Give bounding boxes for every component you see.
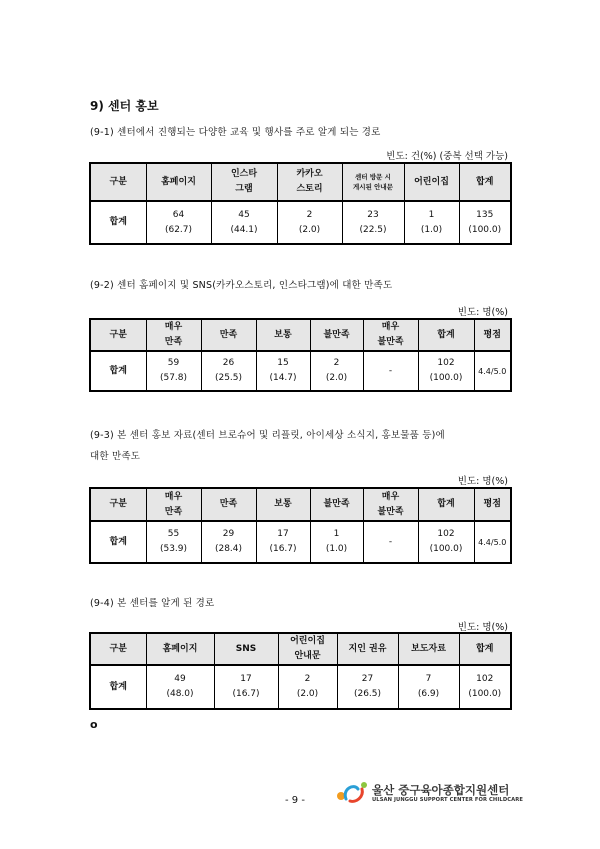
table-header-row bbox=[90, 633, 511, 665]
cell-percent: (62.7) bbox=[164, 224, 193, 235]
cell-percent: (28.4) bbox=[214, 544, 243, 554]
table-header-row bbox=[90, 488, 511, 521]
cell-percent: (26.5) bbox=[353, 689, 382, 699]
table-row bbox=[90, 201, 511, 244]
cell-value: 135 bbox=[476, 209, 494, 220]
cell-value: 59 bbox=[167, 358, 180, 368]
cell-value: 27 bbox=[361, 674, 374, 684]
unit-9-4: 빈도: 명(%) bbox=[457, 622, 508, 633]
header-cell: 구분 bbox=[90, 319, 146, 351]
header-cell: 합계 bbox=[459, 633, 511, 665]
row-label: 합계 bbox=[90, 201, 146, 244]
cell-percent: (2.0) bbox=[298, 224, 321, 235]
table-row bbox=[90, 665, 511, 709]
page-number: - 9 - bbox=[285, 795, 305, 806]
org-name-english: ULSAN JUNGGU SUPPORT CENTER FOR CHILDCARE bbox=[372, 797, 523, 803]
unit-9-2: 빈도: 명(%) bbox=[457, 307, 508, 318]
cell-value: 23 bbox=[367, 209, 379, 220]
unit-9-1: 빈도: 건(%) (중복 선택 가능) bbox=[386, 151, 508, 162]
cell-value: 102 bbox=[437, 529, 455, 539]
table-9-1 bbox=[89, 162, 512, 245]
data-cell bbox=[146, 351, 201, 391]
cell-value: 55 bbox=[167, 529, 180, 539]
data-cell bbox=[201, 521, 256, 563]
cell-percent: (100.0) bbox=[468, 224, 502, 235]
data-cell bbox=[474, 351, 511, 391]
cell-percent: (44.1) bbox=[230, 224, 258, 235]
cell-value: 2 bbox=[304, 674, 311, 684]
cell-value: 1 bbox=[428, 209, 435, 220]
cell-percent: (14.7) bbox=[269, 373, 297, 383]
cell-percent: (16.7) bbox=[269, 544, 297, 554]
cell-value: - bbox=[388, 536, 393, 547]
center-logo-icon bbox=[334, 779, 370, 805]
data-cell bbox=[201, 351, 256, 391]
cell-value: 4.4/5.0 bbox=[478, 366, 507, 376]
data-cell bbox=[256, 521, 310, 563]
data-cell bbox=[146, 201, 211, 244]
header-cell: 홈페이지 bbox=[146, 163, 211, 201]
data-cell bbox=[310, 521, 363, 563]
cell-value: 49 bbox=[174, 674, 186, 684]
data-cell bbox=[363, 351, 418, 391]
data-cell bbox=[256, 351, 310, 391]
cell-value: 102 bbox=[437, 358, 455, 368]
cell-percent: (100.0) bbox=[429, 373, 463, 383]
table-header-row bbox=[90, 319, 511, 351]
data-cell bbox=[337, 665, 398, 709]
cell-value: 26 bbox=[222, 358, 235, 368]
org-name-korean: 울산 중구육아종합지원센터 bbox=[372, 783, 510, 797]
header-cell: 합계 bbox=[418, 319, 474, 351]
question-9-3-line2: 대한 만족도 bbox=[90, 451, 141, 462]
header-cell: 만족 bbox=[201, 319, 256, 351]
header-cell: 매우 불만족 bbox=[363, 319, 418, 351]
header-cell: 홈페이지 bbox=[146, 633, 214, 665]
bullet-marker: o bbox=[90, 718, 98, 731]
header-cell: 인스타 그램 bbox=[211, 163, 277, 201]
data-cell bbox=[146, 521, 201, 563]
header-cell: 구분 bbox=[90, 163, 146, 201]
question-9-4: (9-4) 본 센터를 알게 된 경로 bbox=[90, 598, 215, 609]
header-cell: 합계 bbox=[459, 163, 511, 201]
row-label: 합계 bbox=[90, 665, 146, 709]
header-cell: 구분 bbox=[90, 488, 146, 521]
header-cell: 보통 bbox=[256, 319, 310, 351]
header-cell: 평점 bbox=[474, 488, 511, 521]
data-cell bbox=[398, 665, 459, 709]
cell-value: 64 bbox=[172, 209, 185, 220]
table-9-3 bbox=[89, 487, 512, 564]
data-cell bbox=[459, 665, 511, 709]
header-cell: 구분 bbox=[90, 633, 146, 665]
data-cell bbox=[278, 665, 337, 709]
header-cell: 불만족 bbox=[310, 319, 363, 351]
cell-percent: (22.5) bbox=[359, 224, 387, 235]
cell-value: 2 bbox=[333, 358, 340, 368]
table-9-4 bbox=[89, 632, 512, 710]
header-cell: 합계 bbox=[418, 488, 474, 521]
data-cell bbox=[211, 201, 277, 244]
cell-percent: (6.9) bbox=[417, 689, 440, 699]
cell-value: 45 bbox=[238, 209, 250, 220]
cell-percent: (16.7) bbox=[232, 689, 260, 699]
cell-percent: (25.5) bbox=[214, 373, 243, 383]
header-cell: 만족 bbox=[201, 488, 256, 521]
header-cell: SNS bbox=[214, 633, 278, 665]
header-cell: 보통 bbox=[256, 488, 310, 521]
data-cell bbox=[310, 351, 363, 391]
header-cell: 어린이집 bbox=[404, 163, 459, 201]
table-row bbox=[90, 351, 511, 391]
cell-percent: (1.0) bbox=[325, 544, 348, 554]
data-cell bbox=[277, 201, 342, 244]
cell-value: 29 bbox=[222, 529, 235, 539]
header-cell: 매우 불만족 bbox=[363, 488, 418, 521]
row-label: 합계 bbox=[90, 351, 146, 391]
row-label: 합계 bbox=[90, 521, 146, 563]
header-cell: 매우 만족 bbox=[146, 488, 201, 521]
header-cell: 불만족 bbox=[310, 488, 363, 521]
data-cell bbox=[418, 521, 474, 563]
data-cell bbox=[146, 665, 214, 709]
cell-percent: (53.9) bbox=[159, 544, 188, 554]
data-cell bbox=[459, 201, 511, 244]
cell-value: 17 bbox=[240, 674, 252, 684]
table-row bbox=[90, 521, 511, 563]
cell-value: 7 bbox=[425, 674, 432, 684]
header-cell: 어린이집 안내문 bbox=[278, 633, 337, 665]
cell-value: 1 bbox=[333, 529, 340, 539]
question-9-2: (9-2) 센터 홈페이지 및 SNS(카카오스토리, 인스타그램)에 대한 만족도 bbox=[90, 280, 393, 291]
data-cell bbox=[404, 201, 459, 244]
cell-percent: (48.0) bbox=[166, 689, 194, 699]
unit-9-3: 빈도: 명(%) bbox=[457, 476, 508, 487]
data-cell bbox=[214, 665, 278, 709]
data-cell bbox=[342, 201, 404, 244]
cell-value: 17 bbox=[277, 529, 289, 539]
cell-percent: (2.0) bbox=[325, 373, 348, 383]
question-9-3-line1: (9-3) 본 센터 홍보 자료(센터 브로슈어 및 리플릿, 아이세상 소식지, 홍보물품 등)에 bbox=[90, 430, 445, 441]
cell-percent: (100.0) bbox=[429, 544, 463, 554]
data-cell bbox=[474, 521, 511, 563]
header-cell: 센터 방문 시 게시된 안내문 bbox=[342, 163, 404, 201]
section-title: 9) 센터 홍보 bbox=[90, 99, 159, 113]
table-9-2 bbox=[89, 318, 512, 392]
header-cell: 카카오 스토리 bbox=[277, 163, 342, 201]
cell-percent: (2.0) bbox=[296, 689, 319, 699]
data-cell bbox=[418, 351, 474, 391]
question-9-1: (9-1) 센터에서 진행되는 다양한 교육 및 행사를 주로 알게 되는 경로 bbox=[90, 127, 381, 138]
table-header-row bbox=[90, 163, 511, 201]
cell-percent: (1.0) bbox=[420, 224, 443, 235]
cell-value: 4.4/5.0 bbox=[478, 537, 507, 547]
header-cell: 보도자료 bbox=[398, 633, 459, 665]
data-cell bbox=[363, 521, 418, 563]
cell-percent: (100.0) bbox=[468, 689, 502, 699]
cell-value: - bbox=[388, 365, 393, 376]
cell-value: 15 bbox=[277, 358, 289, 368]
cell-value: 102 bbox=[476, 674, 494, 684]
cell-value: 2 bbox=[306, 209, 313, 220]
cell-percent: (57.8) bbox=[159, 373, 188, 383]
header-cell: 지인 권유 bbox=[337, 633, 398, 665]
header-cell: 매우 만족 bbox=[146, 319, 201, 351]
header-cell: 평점 bbox=[474, 319, 511, 351]
